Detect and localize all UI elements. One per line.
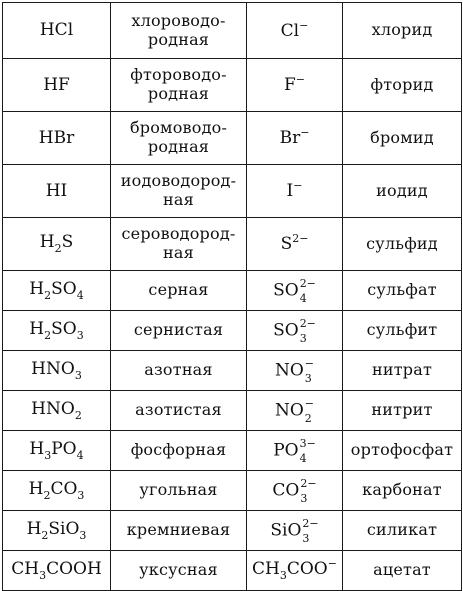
formula-part: HF bbox=[43, 74, 70, 95]
acid-name-cell bbox=[111, 471, 247, 511]
salt-name-cell: нитрат bbox=[343, 351, 462, 391]
anion-formula bbox=[280, 127, 310, 148]
anion-subscript: 3 bbox=[300, 491, 308, 505]
anion-base: S bbox=[280, 234, 293, 255]
table-body bbox=[3, 3, 462, 591]
anion-cell bbox=[247, 59, 343, 112]
anion-charge: − bbox=[299, 18, 309, 32]
acid-name-line: азотистая bbox=[135, 400, 222, 420]
formula-subscript: 2 bbox=[44, 288, 52, 302]
salt-name-cell: сульфид bbox=[343, 218, 462, 271]
formula-part: S bbox=[61, 232, 74, 253]
anion-base: SiO bbox=[270, 520, 302, 540]
formula-part: PO bbox=[51, 438, 77, 459]
anion-charge-stack bbox=[304, 396, 315, 425]
anion-charge: − bbox=[293, 179, 303, 193]
anion-charge: − bbox=[327, 557, 337, 571]
anion-subscript: 3 bbox=[299, 331, 307, 345]
anion-base: Cl bbox=[280, 20, 300, 41]
acid-formula-cell bbox=[3, 218, 111, 271]
anion-cell bbox=[247, 511, 343, 551]
anion-cell bbox=[247, 218, 343, 271]
formula-part: H bbox=[28, 478, 44, 499]
anion-subscript: 4 bbox=[299, 291, 307, 305]
anion-base: I bbox=[286, 181, 294, 202]
anion-formula bbox=[273, 436, 316, 465]
formula-part: CH bbox=[11, 558, 40, 579]
acid-name-line: родная bbox=[147, 137, 210, 156]
formula-subscript: 3 bbox=[77, 488, 85, 502]
salt-name-cell: силикат bbox=[343, 511, 462, 551]
formula-part: HI bbox=[45, 180, 68, 201]
acid-name-line: уксусная bbox=[139, 560, 218, 580]
formula-subscript: 3 bbox=[39, 568, 47, 582]
acid-name-cell bbox=[111, 3, 247, 59]
anion-charge-stack bbox=[300, 476, 317, 505]
salt-name-cell: фторид bbox=[343, 59, 462, 112]
anion-charge: − bbox=[304, 396, 315, 410]
formula-part: HNO bbox=[31, 398, 75, 419]
formula-subscript: 2 bbox=[44, 328, 52, 342]
salt-name-cell: сульфат bbox=[343, 271, 462, 311]
acid-name-line: азотная bbox=[144, 360, 213, 380]
table-row bbox=[3, 3, 462, 59]
acid-formula-cell bbox=[3, 391, 111, 431]
anion-charge: 2− bbox=[302, 516, 319, 530]
anion-subscript: 3 bbox=[304, 371, 312, 385]
acid-name-line: сероводород- bbox=[121, 224, 236, 244]
acid-formula-cell bbox=[3, 165, 111, 218]
formula-part: SO bbox=[51, 278, 77, 299]
formula-part: COOH bbox=[46, 558, 102, 579]
table-row bbox=[3, 511, 462, 551]
formula-part: H bbox=[29, 318, 45, 339]
formula-part: SO bbox=[51, 318, 77, 339]
acid-name-cell bbox=[111, 218, 247, 271]
salt-name-cell: иодид bbox=[343, 165, 462, 218]
anion-charge-stack bbox=[299, 436, 316, 465]
anion-subscript: 3 bbox=[302, 531, 310, 545]
formula-subscript: 2 bbox=[54, 242, 62, 256]
anion-charge: − bbox=[304, 356, 315, 370]
formula-subscript: 4 bbox=[76, 448, 84, 462]
anion-charge-stack bbox=[299, 316, 316, 345]
anion-cell bbox=[247, 431, 343, 471]
anion-charge: 2− bbox=[299, 316, 316, 330]
anion-base: SO bbox=[273, 320, 299, 340]
acid-name-line: кремниевая bbox=[126, 520, 231, 540]
formula-subscript: 3 bbox=[79, 528, 87, 542]
anion-base: SO bbox=[273, 280, 299, 300]
formula-subscript: 3 bbox=[44, 448, 52, 462]
table-row bbox=[3, 471, 462, 511]
acid-name-line: фосфорная bbox=[130, 440, 227, 460]
anion-charge: − bbox=[300, 126, 310, 140]
anion-cell bbox=[247, 351, 343, 391]
salt-name-cell: хлорид bbox=[343, 3, 462, 59]
anion-charge: − bbox=[295, 73, 305, 87]
anion-formula bbox=[281, 20, 309, 41]
acid-name-cell bbox=[111, 311, 247, 351]
formula-subscript: 2 bbox=[74, 408, 82, 422]
table-row bbox=[3, 351, 462, 391]
formula-subscript: 3 bbox=[76, 328, 84, 342]
anion-cell bbox=[247, 391, 343, 431]
formula-subscript: 2 bbox=[41, 528, 49, 542]
formula-part: H bbox=[29, 278, 45, 299]
acid-name-cell bbox=[111, 391, 247, 431]
anion-formula bbox=[270, 516, 319, 545]
acid-formula-cell bbox=[3, 511, 111, 551]
anion-charge: 3− bbox=[299, 436, 316, 450]
formula-subscript: 2 bbox=[43, 488, 51, 502]
anion-charge-stack bbox=[304, 356, 315, 385]
acid-name-line: угольная bbox=[139, 480, 218, 500]
anion-cell bbox=[247, 112, 343, 165]
acid-name-line: ная bbox=[163, 243, 194, 262]
acid-name-cell bbox=[111, 271, 247, 311]
formula-part: CO bbox=[50, 478, 78, 499]
acid-formula-cell bbox=[3, 551, 111, 591]
anion-subscript: 2 bbox=[304, 411, 312, 425]
acid-name-line: хлороводо- bbox=[131, 10, 226, 30]
salt-name-cell: ацетат bbox=[343, 551, 462, 591]
salt-name-cell: нитрит bbox=[343, 391, 462, 431]
acid-formula-cell bbox=[3, 431, 111, 471]
anion-base: NO bbox=[274, 400, 304, 420]
acid-name-cell bbox=[111, 59, 247, 112]
table-row bbox=[3, 391, 462, 431]
acid-name-cell bbox=[111, 112, 247, 165]
acid-formula-cell bbox=[3, 471, 111, 511]
anion-formula bbox=[272, 476, 317, 505]
table-row bbox=[3, 431, 462, 471]
acid-name-line: фтороводо- bbox=[130, 65, 227, 85]
acid-name-line: бромоводо- bbox=[129, 118, 228, 138]
anion-cell bbox=[247, 471, 343, 511]
acid-name-line: серная bbox=[148, 280, 209, 300]
anion-tail: COO bbox=[286, 559, 328, 580]
anion-cell bbox=[247, 551, 343, 591]
acids-salts-table bbox=[2, 2, 462, 591]
salt-name-cell: ортофосфат bbox=[343, 431, 462, 471]
acid-formula-cell bbox=[3, 3, 111, 59]
anion-base: F bbox=[283, 75, 296, 96]
acid-name-line: родная bbox=[147, 84, 210, 103]
acid-formula-cell bbox=[3, 311, 111, 351]
table-row bbox=[3, 551, 462, 591]
anion-cell bbox=[247, 311, 343, 351]
anion-formula bbox=[281, 233, 309, 254]
acid-name-cell bbox=[111, 351, 247, 391]
table-row bbox=[3, 59, 462, 112]
acid-formula-cell bbox=[3, 59, 111, 112]
acid-name-cell bbox=[111, 165, 247, 218]
acid-formula-cell bbox=[3, 271, 111, 311]
formula-part: HBr bbox=[38, 127, 75, 148]
formula-part: H bbox=[29, 438, 45, 459]
acid-name-line: сернистая bbox=[133, 320, 224, 340]
anion-cell bbox=[247, 165, 343, 218]
acid-formula-cell bbox=[3, 112, 111, 165]
acid-formula-cell bbox=[3, 351, 111, 391]
table-row bbox=[3, 271, 462, 311]
anion-formula bbox=[284, 74, 305, 95]
table-row bbox=[3, 165, 462, 218]
anion-base: Br bbox=[279, 128, 301, 149]
anion-cell bbox=[247, 271, 343, 311]
anion-base: CO bbox=[272, 480, 300, 500]
formula-subscript: 3 bbox=[74, 368, 82, 382]
salt-name-cell: бромид bbox=[343, 112, 462, 165]
anion-formula bbox=[273, 276, 316, 305]
anion-cell bbox=[247, 3, 343, 59]
anion-charge: 2− bbox=[292, 232, 309, 246]
formula-subscript: 4 bbox=[76, 288, 84, 302]
anion-formula bbox=[287, 180, 303, 201]
acid-name-cell bbox=[111, 551, 247, 591]
anion-formula bbox=[274, 356, 315, 385]
salt-name-cell: сульфит bbox=[343, 311, 462, 351]
formula-part: HCl bbox=[39, 20, 74, 41]
anion-charge: 2− bbox=[300, 476, 317, 490]
formula-part: H bbox=[39, 232, 55, 253]
table-row bbox=[3, 112, 462, 165]
acid-name-line: родная bbox=[147, 29, 210, 49]
table-row bbox=[3, 218, 462, 271]
anion-charge-stack bbox=[299, 276, 316, 305]
anion-formula bbox=[274, 396, 315, 425]
acid-name-cell bbox=[111, 511, 247, 551]
acid-name-line: ная bbox=[163, 190, 194, 209]
acid-name-cell bbox=[111, 431, 247, 471]
salt-name-cell: карбонат bbox=[343, 471, 462, 511]
anion-formula bbox=[273, 316, 316, 345]
formula-part: SiO bbox=[48, 518, 80, 539]
anion-subscript: 4 bbox=[299, 451, 307, 465]
formula-part: H bbox=[26, 518, 42, 539]
anion-charge: 2− bbox=[299, 276, 316, 290]
anion-base: NO bbox=[274, 360, 304, 380]
anion-base: PO bbox=[273, 440, 299, 460]
anion-charge-stack bbox=[302, 516, 319, 545]
anion-formula bbox=[252, 558, 337, 583]
formula-part: HNO bbox=[31, 358, 75, 379]
table-row bbox=[3, 311, 462, 351]
acid-name-line: иодоводород- bbox=[120, 171, 237, 191]
anion-subscript: 3 bbox=[279, 569, 287, 583]
anion-base: CH bbox=[252, 559, 280, 580]
